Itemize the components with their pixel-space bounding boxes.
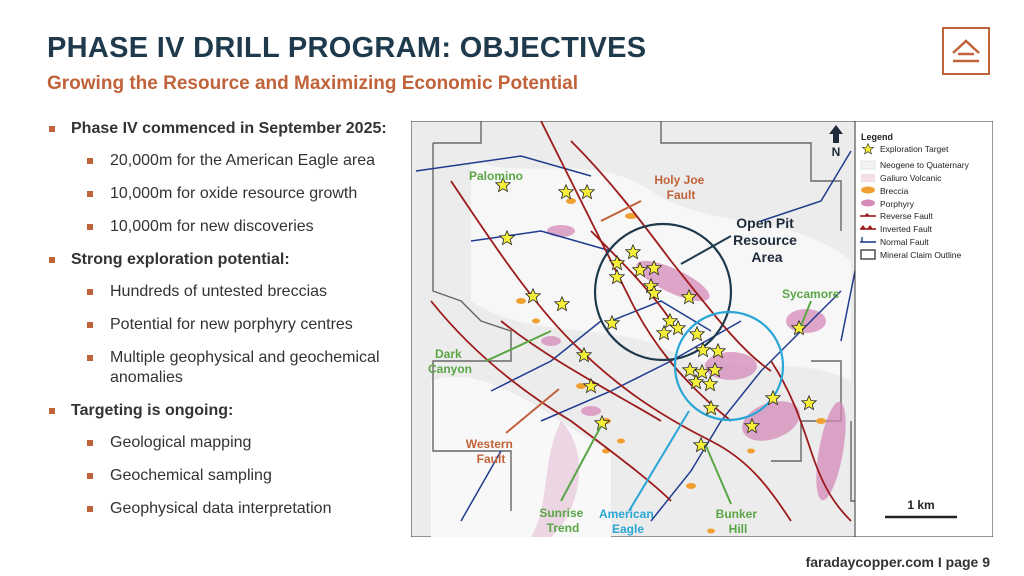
- breccia-swatch-icon: [861, 187, 875, 194]
- legend-label: Porphyry: [880, 199, 915, 209]
- holy-joe-fault-label: Holy Joe Fault: [654, 173, 705, 202]
- legend-label: Exploration Target: [880, 144, 949, 154]
- map-legend: [855, 121, 993, 537]
- bullet-item: Strong exploration potential:: [48, 250, 408, 270]
- sycamore-label: Sycamore: [782, 287, 840, 301]
- bullet-item: 10,000m for oxide resource growth: [48, 184, 408, 204]
- open-pit-resource-area-label: Open Pit Resource Area: [733, 215, 797, 265]
- bullet-item: 20,000m for the American Eagle area: [48, 151, 408, 171]
- galiuro-swatch-icon: [861, 174, 875, 182]
- bunker-hill-label: Bunker Hill: [715, 507, 757, 536]
- page-title: PHASE IV DRILL PROGRAM: OBJECTIVES: [47, 32, 647, 64]
- bullet-item: Hundreds of untested breccias: [48, 282, 408, 302]
- neogene-swatch-icon: [861, 161, 875, 169]
- north-label: N: [831, 145, 841, 159]
- page-subtitle: Growing the Resource and Maximizing Economic Potential: [47, 73, 579, 94]
- legend-label: Galiuro Volcanic: [880, 173, 942, 183]
- footer-page-info: faradaycopper.com I page 9: [805, 554, 990, 570]
- bullet-item: Phase IV commenced in September 2025:: [48, 119, 408, 139]
- porphyry-swatch-icon: [861, 200, 875, 207]
- sunrise-trend-label: Sunrise Trend: [539, 506, 584, 535]
- legend-label: Inverted Fault: [880, 224, 932, 234]
- legend-label: Breccia: [880, 186, 909, 196]
- company-logo-icon: [942, 27, 990, 75]
- palomino-label: Palomino: [469, 169, 524, 183]
- legend-title: Legend: [861, 132, 894, 142]
- geology-map: [411, 121, 993, 537]
- american-eagle-label: American Eagle: [598, 507, 654, 536]
- legend-label: Mineral Claim Outline: [880, 250, 962, 260]
- western-fault-label: Western Fault: [465, 437, 513, 466]
- bullet-item: Potential for new porphyry centres: [48, 315, 408, 335]
- bullet-item: Geochemical sampling: [48, 466, 408, 486]
- bullet-item: Geophysical data interpretation: [48, 499, 408, 519]
- legend-label: Neogene to Quaternary: [880, 160, 969, 170]
- objectives-list: [48, 119, 408, 532]
- scale-bar-label: 1 km: [907, 498, 935, 512]
- legend-label: Normal Fault: [880, 237, 929, 247]
- bullet-item: 10,000m for new discoveries: [48, 217, 408, 237]
- bullet-item: Multiple geophysical and geochemical anomalies: [48, 348, 408, 388]
- bullet-item: Geological mapping: [48, 433, 408, 453]
- bullet-item: Targeting is ongoing:: [48, 401, 408, 421]
- dark-canyon-label: Dark Canyon: [427, 347, 473, 376]
- legend-label: Reverse Fault: [880, 211, 933, 221]
